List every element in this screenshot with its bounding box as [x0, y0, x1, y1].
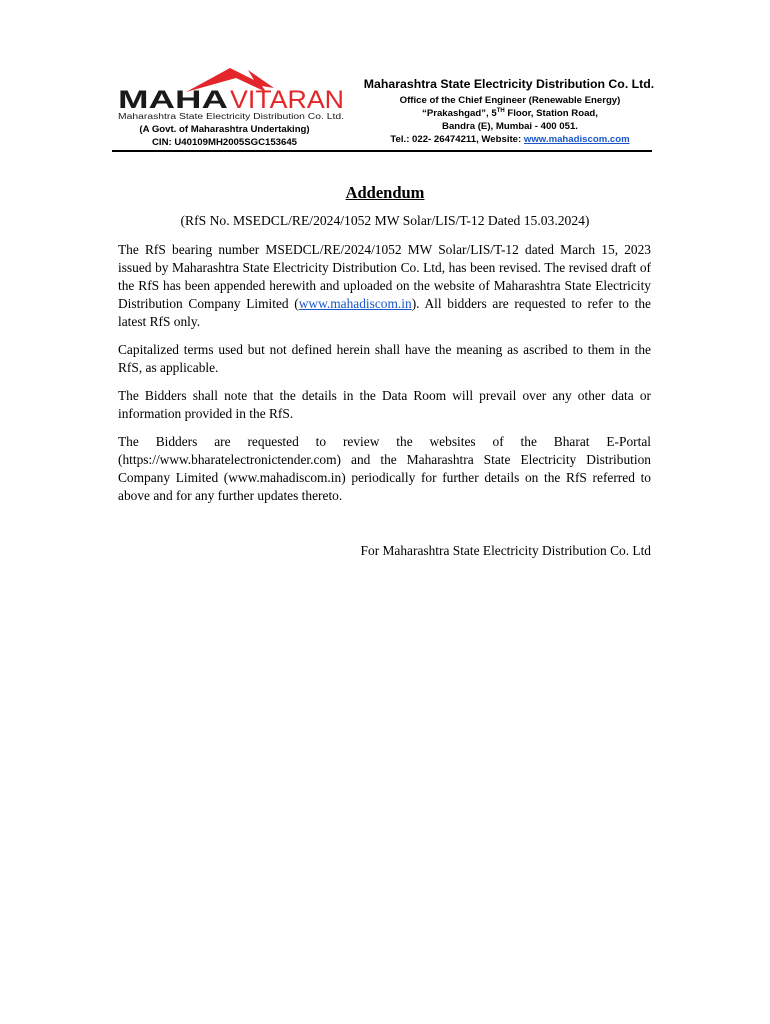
company-name: Maharashtra State Electricity Distribution Co. Ltd. [363, 77, 655, 91]
tel-label: Tel.: 022- 26474211, Website: [390, 134, 524, 145]
signoff: For Maharashtra State Electricity Distribution Co. Ltd [360, 543, 651, 558]
website-link[interactable]: www.mahadiscom.com [523, 134, 630, 145]
paragraph-4: The Bidders are requested to review the websites of the Bharat E-Portal (https://www.bharatelectronictender.com) and the Maharashtra State Electricity Distribution Company Limited (www.mahadiscom.in) periodically for further details on the RfS referred to above and for any further updates thereto. [118, 434, 651, 503]
mahavitaran-logo [116, 66, 348, 122]
paragraph-1: The RfS bearing number MSEDCL/RE/2024/1052 MW Solar/LIS/T-12 dated March 15, 2023 issued by Maharashtra State Electricity Distribution Co. Ltd, has been revised. The revised draft of the RfS has been appended herewith and uploaded on the website of Maharashtra State Electricity Distribution Company Limited (www.mahadiscom.in). All bidders are requested to refer to the latest RfS only. [118, 242, 651, 329]
govt-undertaking: (A Govt. of Maharashtra Undertaking) [139, 124, 310, 135]
govt-block [112, 124, 337, 149]
logo-subtitle: Maharashtra State Electricity Distribution Co. Ltd. [118, 112, 344, 121]
rfs-reference: (RfS No. MSEDCL/RE/2024/1052 MW Solar/LIS/T-12 Dated 15.03.2024) [180, 213, 590, 228]
paragraph-2: Capitalized terms used but not defined herein shall have the meaning as ascribed to them in the RfS, as applicable. [118, 342, 651, 375]
logo-text-right: VITARAN [230, 86, 344, 114]
document-title: Addendum [345, 183, 425, 202]
address-line-2: Bandra (E), Mumbai - 400 051. [442, 121, 578, 132]
mahadiscom-link[interactable]: www.mahadiscom.in [298, 296, 412, 311]
cin-number: CIN: U40109MH2005SGC153645 [151, 136, 298, 148]
paragraph-3: The Bidders shall note that the details in the Data Room will prevail over any other data or information provided in the RfS. [118, 388, 651, 421]
logo-text-left: MAHA [118, 86, 228, 114]
address-block [360, 94, 660, 146]
header-divider [112, 150, 652, 152]
office-line: Office of the Chief Engineer (Renewable Energy) [399, 95, 621, 106]
address-line-1: “Prakashgad”, 5TH Floor, Station Road, [422, 108, 598, 119]
contact-line [360, 133, 660, 146]
